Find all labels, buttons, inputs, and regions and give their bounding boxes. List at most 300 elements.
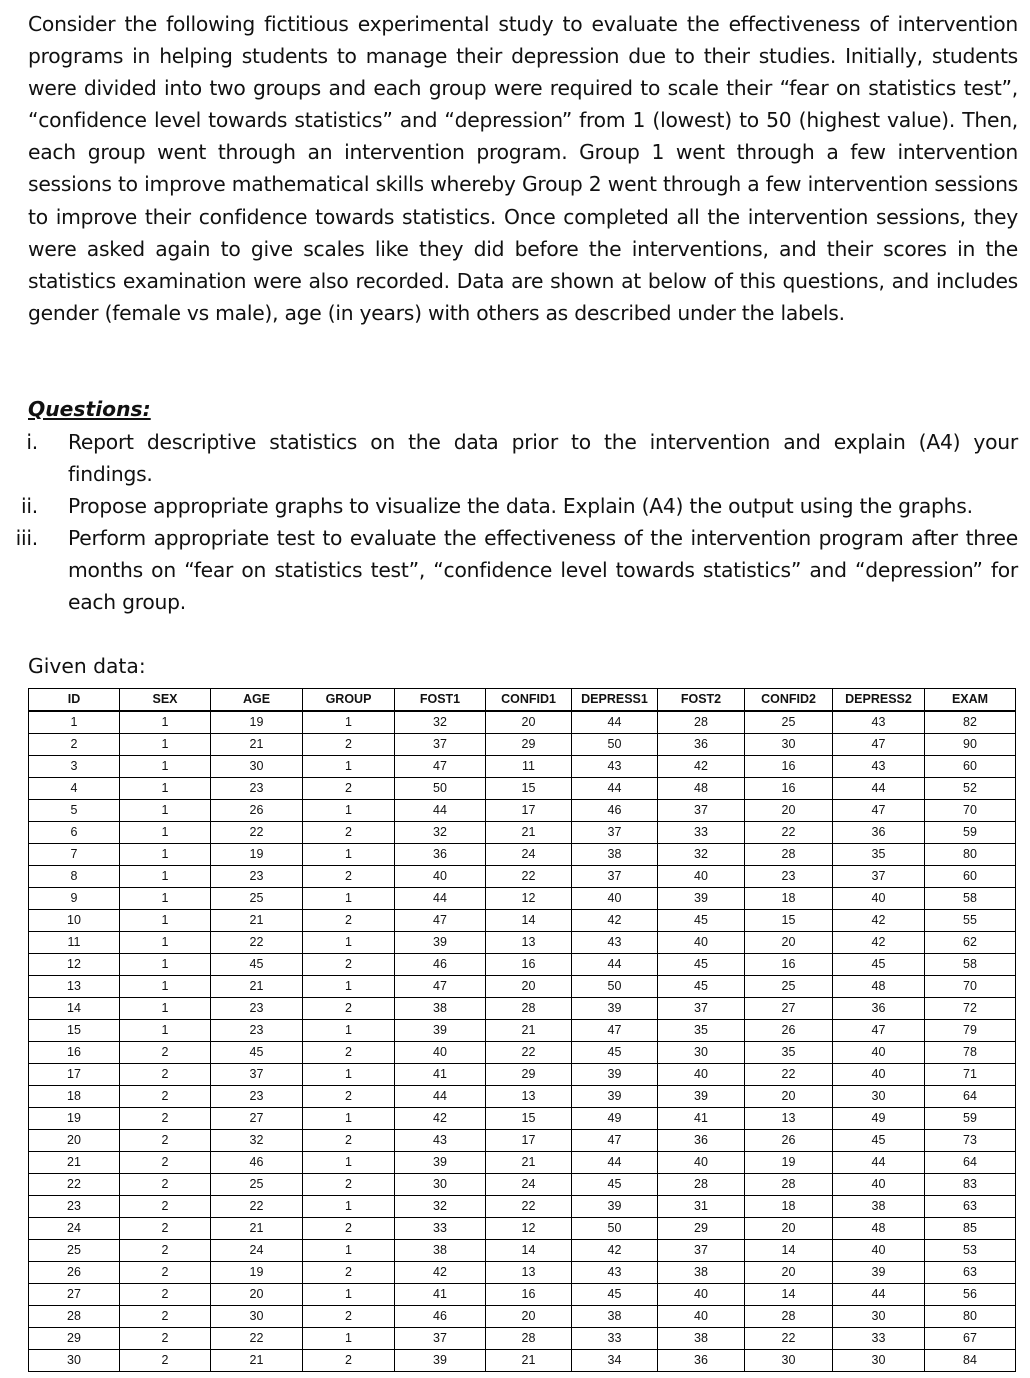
table-cell: 38 [572, 1306, 658, 1328]
column-header-confid1: CONFID1 [486, 689, 572, 712]
table-row [29, 1130, 1016, 1152]
table-cell: 1 [303, 1328, 395, 1350]
table-cell: 38 [395, 1240, 486, 1262]
table-cell: 28 [29, 1306, 120, 1328]
table-cell: 32 [395, 711, 486, 734]
table-cell: 60 [925, 756, 1016, 778]
table-cell: 45 [572, 1042, 658, 1064]
table-cell: 17 [29, 1064, 120, 1086]
table-cell: 21 [211, 976, 303, 998]
table-cell: 19 [29, 1108, 120, 1130]
table-cell: 19 [211, 711, 303, 734]
table-cell: 23 [211, 778, 303, 800]
table-cell: 31 [658, 1196, 745, 1218]
table-cell: 40 [658, 1306, 745, 1328]
column-header-sex: SEX [120, 689, 211, 712]
table-cell: 28 [658, 711, 745, 734]
table-cell: 25 [211, 888, 303, 910]
table-cell: 40 [833, 1042, 925, 1064]
table-cell: 7 [29, 844, 120, 866]
table-row [29, 1108, 1016, 1130]
column-header-age: AGE [211, 689, 303, 712]
table-cell: 33 [658, 822, 745, 844]
table-cell: 36 [395, 844, 486, 866]
table-cell: 15 [486, 778, 572, 800]
table-cell: 20 [211, 1284, 303, 1306]
table-cell: 30 [29, 1350, 120, 1372]
table-cell: 46 [395, 954, 486, 976]
table-row [29, 1284, 1016, 1306]
table-cell: 56 [925, 1284, 1016, 1306]
table-cell: 43 [572, 1262, 658, 1284]
table-cell: 16 [486, 1284, 572, 1306]
table-cell: 49 [833, 1108, 925, 1130]
table-cell: 2 [120, 1240, 211, 1262]
table-cell: 2 [120, 1174, 211, 1196]
table-cell: 40 [833, 1240, 925, 1262]
question-text: Perform appropriate test to evaluate the effectiveness of the intervention program after three months on “fear on statistics test”, “confidence level towards statistics” and “depression” for each group. [68, 526, 1018, 615]
table-row [29, 1042, 1016, 1064]
table-cell: 39 [658, 1086, 745, 1108]
table-cell: 25 [211, 1174, 303, 1196]
table-cell: 39 [572, 1086, 658, 1108]
table-cell: 22 [211, 1328, 303, 1350]
table-cell: 5 [29, 800, 120, 822]
table-cell: 44 [395, 888, 486, 910]
table-cell: 44 [833, 1152, 925, 1174]
given-data-label: Given data: [28, 654, 146, 678]
table-cell: 29 [486, 734, 572, 756]
table-cell: 36 [658, 734, 745, 756]
table-row [29, 1240, 1016, 1262]
table-cell: 25 [745, 711, 833, 734]
table-cell: 2 [303, 1218, 395, 1240]
table-cell: 20 [29, 1130, 120, 1152]
table-cell: 21 [486, 1152, 572, 1174]
table-cell: 26 [745, 1130, 833, 1152]
table-cell: 24 [486, 844, 572, 866]
table-cell: 78 [925, 1042, 1016, 1064]
table-cell: 2 [120, 1306, 211, 1328]
table-cell: 42 [833, 932, 925, 954]
table-cell: 1 [303, 756, 395, 778]
table-row [29, 1328, 1016, 1350]
table-cell: 64 [925, 1152, 1016, 1174]
table-cell: 22 [745, 1328, 833, 1350]
table-cell: 30 [658, 1042, 745, 1064]
table-row [29, 1086, 1016, 1108]
table-cell: 1 [303, 1020, 395, 1042]
table-cell: 21 [486, 822, 572, 844]
table-cell: 19 [745, 1152, 833, 1174]
table-cell: 26 [745, 1020, 833, 1042]
table-cell: 22 [211, 1196, 303, 1218]
table-cell: 11 [29, 932, 120, 954]
table-cell: 22 [486, 1042, 572, 1064]
table-cell: 47 [395, 756, 486, 778]
table-cell: 38 [658, 1328, 745, 1350]
table-cell: 2 [120, 1284, 211, 1306]
table-cell: 45 [658, 954, 745, 976]
table-cell: 25 [745, 976, 833, 998]
table-cell: 16 [745, 756, 833, 778]
table-cell: 45 [833, 954, 925, 976]
table-cell: 52 [925, 778, 1016, 800]
table-cell: 2 [120, 1130, 211, 1152]
table-cell: 2 [120, 1218, 211, 1240]
table-cell: 16 [29, 1042, 120, 1064]
table-cell: 16 [745, 954, 833, 976]
table-cell: 1 [120, 954, 211, 976]
table-cell: 22 [745, 1064, 833, 1086]
table-cell: 45 [211, 954, 303, 976]
table-cell: 2 [303, 1086, 395, 1108]
table-cell: 2 [120, 1042, 211, 1064]
table-cell: 12 [486, 1218, 572, 1240]
table-cell: 49 [572, 1108, 658, 1130]
table-cell: 22 [486, 1196, 572, 1218]
table-cell: 22 [486, 866, 572, 888]
table-cell: 15 [29, 1020, 120, 1042]
table-row [29, 866, 1016, 888]
table-row [29, 954, 1016, 976]
question-text: Propose appropriate graphs to visualize the data. Explain (A4) the output using the graphs. [68, 494, 973, 519]
table-cell: 39 [395, 1152, 486, 1174]
table-cell: 45 [572, 1284, 658, 1306]
table-cell: 1 [303, 1240, 395, 1262]
table-cell: 60 [925, 866, 1016, 888]
table-cell: 37 [833, 866, 925, 888]
table-cell: 70 [925, 800, 1016, 822]
table-cell: 20 [486, 976, 572, 998]
table-cell: 80 [925, 844, 1016, 866]
table-cell: 42 [658, 756, 745, 778]
table-cell: 90 [925, 734, 1016, 756]
table-cell: 37 [658, 998, 745, 1020]
table-cell: 50 [572, 976, 658, 998]
table-cell: 47 [833, 800, 925, 822]
table-cell: 46 [395, 1306, 486, 1328]
table-cell: 19 [211, 844, 303, 866]
table-cell: 2 [303, 1262, 395, 1284]
table-cell: 20 [745, 1262, 833, 1284]
table-cell: 2 [303, 734, 395, 756]
table-cell: 45 [572, 1174, 658, 1196]
table-cell: 1 [120, 756, 211, 778]
table-row [29, 778, 1016, 800]
intro-paragraph: Consider the following fictitious experimental study to evaluate the effectiveness of intervention programs in helping students to manage their depression due to their studies. Initially, students were divided into two groups and each group were required to scale their “fear on statistics test”, “confidence level towards statistics” and “depression” from 1 (lowest) to 50 (highest value). Then, each group went through an intervention program. Group 1 went through a few intervention sessions to improve mathematical skills whereby Group 2 went through a few intervention sessions to improve their confidence towards statistics. Once completed all the intervention sessions, they were asked again to give scales like they did before the interventions, and their scores in the statistics examination were also recorded. Data are shown at below of this questions, and includes gender (female vs male), age (in years) with others as described under the labels. [28, 12, 1018, 325]
table-cell: 22 [745, 822, 833, 844]
table-cell: 2 [303, 778, 395, 800]
table-cell: 40 [833, 1174, 925, 1196]
table-cell: 1 [120, 910, 211, 932]
table-cell: 42 [833, 910, 925, 932]
table-cell: 1 [120, 976, 211, 998]
table-cell: 32 [395, 822, 486, 844]
table-cell: 2 [120, 1328, 211, 1350]
table-cell: 37 [572, 822, 658, 844]
table-cell: 20 [486, 1306, 572, 1328]
table-cell: 14 [745, 1240, 833, 1262]
table-cell: 82 [925, 711, 1016, 734]
table-cell: 29 [658, 1218, 745, 1240]
table-cell: 19 [211, 1262, 303, 1284]
table-cell: 14 [486, 910, 572, 932]
table-cell: 20 [745, 800, 833, 822]
table-cell: 45 [833, 1130, 925, 1152]
table-cell: 38 [833, 1196, 925, 1218]
table-cell: 43 [572, 932, 658, 954]
table-cell: 40 [395, 1042, 486, 1064]
table-cell: 41 [395, 1284, 486, 1306]
table-cell: 47 [395, 910, 486, 932]
table-cell: 30 [211, 1306, 303, 1328]
table-row [29, 1020, 1016, 1042]
table-row [29, 1262, 1016, 1284]
table-cell: 13 [745, 1108, 833, 1130]
table-cell: 2 [120, 1350, 211, 1372]
question-number: i. [26, 430, 38, 454]
table-cell: 1 [120, 734, 211, 756]
table-cell: 28 [745, 1174, 833, 1196]
table-cell: 1 [120, 932, 211, 954]
table-cell: 13 [486, 932, 572, 954]
table-cell: 50 [572, 734, 658, 756]
table-cell: 14 [745, 1284, 833, 1306]
column-header-depress1: DEPRESS1 [572, 689, 658, 712]
table-row [29, 1174, 1016, 1196]
data-table [28, 688, 1016, 1372]
table-cell: 55 [925, 910, 1016, 932]
column-header-exam: EXAM [925, 689, 1016, 712]
table-cell: 21 [486, 1020, 572, 1042]
table-cell: 1 [120, 866, 211, 888]
table-cell: 1 [120, 822, 211, 844]
table-cell: 2 [303, 866, 395, 888]
table-cell: 44 [572, 954, 658, 976]
table-row [29, 910, 1016, 932]
table-cell: 58 [925, 888, 1016, 910]
table-cell: 50 [572, 1218, 658, 1240]
table-cell: 62 [925, 932, 1016, 954]
table-cell: 44 [395, 800, 486, 822]
table-cell: 28 [658, 1174, 745, 1196]
table-cell: 37 [395, 1328, 486, 1350]
table-cell: 38 [395, 998, 486, 1020]
table-cell: 39 [572, 998, 658, 1020]
table-cell: 25 [29, 1240, 120, 1262]
table-cell: 34 [572, 1350, 658, 1372]
table-row [29, 734, 1016, 756]
table-cell: 42 [395, 1262, 486, 1284]
table-cell: 23 [211, 998, 303, 1020]
table-cell: 2 [120, 1108, 211, 1130]
column-header-fost2: FOST2 [658, 689, 745, 712]
table-cell: 17 [486, 800, 572, 822]
table-cell: 21 [211, 734, 303, 756]
table-cell: 18 [745, 888, 833, 910]
table-cell: 36 [658, 1350, 745, 1372]
table-cell: 40 [658, 1064, 745, 1086]
table-cell: 46 [572, 800, 658, 822]
table-cell: 59 [925, 1108, 1016, 1130]
table-cell: 24 [29, 1218, 120, 1240]
table-cell: 40 [658, 1152, 745, 1174]
table-cell: 40 [833, 888, 925, 910]
table-row [29, 711, 1016, 734]
table-cell: 20 [745, 1086, 833, 1108]
table-cell: 30 [833, 1086, 925, 1108]
table-cell: 47 [572, 1130, 658, 1152]
table-cell: 8 [29, 866, 120, 888]
table-cell: 72 [925, 998, 1016, 1020]
table-cell: 32 [395, 1196, 486, 1218]
table-cell: 30 [833, 1350, 925, 1372]
table-cell: 30 [745, 734, 833, 756]
table-cell: 47 [833, 1020, 925, 1042]
table-cell: 23 [29, 1196, 120, 1218]
table-cell: 45 [658, 976, 745, 998]
table-cell: 20 [745, 1218, 833, 1240]
table-cell: 45 [658, 910, 745, 932]
table-cell: 2 [303, 1130, 395, 1152]
table-row [29, 932, 1016, 954]
table-row [29, 756, 1016, 778]
table-cell: 39 [572, 1064, 658, 1086]
table-cell: 43 [572, 756, 658, 778]
table-cell: 23 [211, 1020, 303, 1042]
table-cell: 1 [303, 1196, 395, 1218]
table-cell: 28 [486, 998, 572, 1020]
table-row [29, 888, 1016, 910]
table-cell: 33 [833, 1328, 925, 1350]
table-cell: 30 [745, 1350, 833, 1372]
table-cell: 39 [395, 1020, 486, 1042]
table-cell: 2 [120, 1262, 211, 1284]
table-cell: 44 [572, 1152, 658, 1174]
table-cell: 2 [29, 734, 120, 756]
table-cell: 43 [833, 756, 925, 778]
table-cell: 83 [925, 1174, 1016, 1196]
table-cell: 2 [303, 1306, 395, 1328]
table-row [29, 800, 1016, 822]
table-cell: 12 [29, 954, 120, 976]
table-cell: 58 [925, 954, 1016, 976]
table-cell: 15 [745, 910, 833, 932]
table-cell: 73 [925, 1130, 1016, 1152]
table-cell: 36 [833, 822, 925, 844]
table-cell: 9 [29, 888, 120, 910]
table-cell: 1 [120, 800, 211, 822]
table-cell: 39 [572, 1196, 658, 1218]
table-cell: 30 [395, 1174, 486, 1196]
table-cell: 24 [211, 1240, 303, 1262]
table-cell: 1 [303, 1064, 395, 1086]
table-cell: 1 [303, 844, 395, 866]
table-cell: 2 [303, 910, 395, 932]
table-cell: 20 [486, 711, 572, 734]
table-header-row [29, 689, 1016, 712]
table-cell: 43 [833, 711, 925, 734]
questions-heading: Questions: [28, 397, 151, 421]
table-cell: 30 [211, 756, 303, 778]
table-cell: 79 [925, 1020, 1016, 1042]
table-row [29, 998, 1016, 1020]
table-cell: 2 [303, 1350, 395, 1372]
table-cell: 44 [833, 1284, 925, 1306]
table-cell: 2 [303, 998, 395, 1020]
question-item [0, 522, 1030, 618]
table-cell: 3 [29, 756, 120, 778]
table-cell: 32 [658, 844, 745, 866]
table-cell: 22 [211, 822, 303, 844]
table-cell: 20 [745, 932, 833, 954]
table-cell: 1 [120, 711, 211, 734]
table-cell: 27 [29, 1284, 120, 1306]
table-cell: 71 [925, 1064, 1016, 1086]
table-cell: 48 [833, 976, 925, 998]
table-cell: 27 [211, 1108, 303, 1130]
table-cell: 1 [120, 1020, 211, 1042]
table-cell: 45 [211, 1042, 303, 1064]
column-header-confid2: CONFID2 [745, 689, 833, 712]
table-cell: 40 [395, 866, 486, 888]
table-cell: 47 [395, 976, 486, 998]
table-cell: 2 [303, 954, 395, 976]
table-cell: 1 [303, 932, 395, 954]
table-cell: 2 [120, 1152, 211, 1174]
table-cell: 29 [29, 1328, 120, 1350]
table-cell: 39 [395, 1350, 486, 1372]
table-cell: 37 [211, 1064, 303, 1086]
table-cell: 15 [486, 1108, 572, 1130]
table-cell: 48 [833, 1218, 925, 1240]
table-cell: 13 [486, 1086, 572, 1108]
table-cell: 40 [658, 866, 745, 888]
table-cell: 18 [29, 1086, 120, 1108]
table-cell: 41 [395, 1064, 486, 1086]
table-cell: 24 [486, 1174, 572, 1196]
column-header-id: ID [29, 689, 120, 712]
table-cell: 23 [211, 866, 303, 888]
question-item [0, 490, 1030, 522]
table-cell: 47 [572, 1020, 658, 1042]
table-row [29, 1350, 1016, 1372]
table-cell: 47 [833, 734, 925, 756]
table-row [29, 976, 1016, 998]
table-cell: 23 [211, 1086, 303, 1108]
table-cell: 21 [486, 1350, 572, 1372]
table-cell: 46 [211, 1152, 303, 1174]
table-cell: 70 [925, 976, 1016, 998]
table-cell: 21 [211, 1218, 303, 1240]
table-cell: 21 [211, 1350, 303, 1372]
table-row [29, 822, 1016, 844]
table-cell: 40 [658, 932, 745, 954]
table-cell: 30 [833, 1306, 925, 1328]
table-cell: 26 [211, 800, 303, 822]
question-number: iii. [15, 526, 38, 551]
table-row [29, 844, 1016, 866]
table-cell: 35 [745, 1042, 833, 1064]
question-text: Report descriptive statistics on the data prior to the intervention and explain (A4) your findings. [68, 430, 1018, 487]
table-cell: 12 [486, 888, 572, 910]
table-cell: 13 [486, 1262, 572, 1284]
table-cell: 1 [120, 998, 211, 1020]
table-cell: 14 [29, 998, 120, 1020]
table-cell: 42 [572, 910, 658, 932]
table-cell: 37 [658, 800, 745, 822]
